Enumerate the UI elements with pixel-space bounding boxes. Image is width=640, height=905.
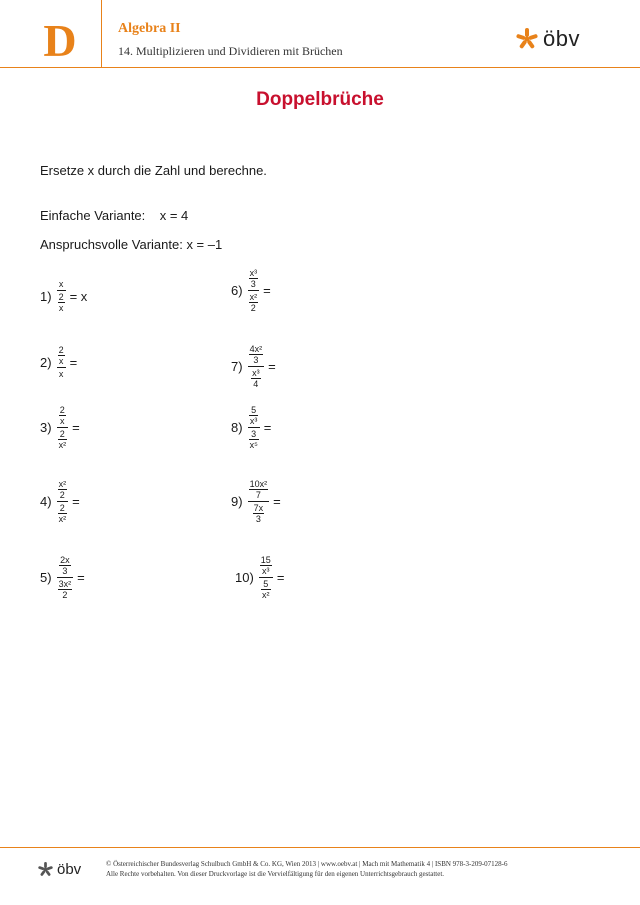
numerator-bottom: 3 bbox=[250, 279, 256, 289]
denominator-top: 3 bbox=[251, 429, 257, 439]
publisher-logo bbox=[516, 26, 580, 52]
equation-tail: = bbox=[263, 283, 271, 298]
exercise-number: 6) bbox=[231, 283, 243, 298]
exercise-5 bbox=[40, 555, 85, 600]
denominator-top: 2 bbox=[59, 429, 65, 439]
numerator-top: 15 bbox=[260, 555, 271, 565]
double-fraction bbox=[57, 555, 74, 600]
exercise-3 bbox=[40, 405, 80, 450]
denominator-fraction bbox=[57, 429, 69, 450]
exercise-number: 4) bbox=[40, 494, 52, 509]
footer-line-1: © Österreichischer Bundesverlag Schulbuch GmbH & Co. KG, Wien 2013 | www.oebv.at | Mach mit Mathematik 4 | ISBN 978-3-209-07128-6 bbox=[106, 860, 508, 868]
exercise-6 bbox=[231, 268, 271, 313]
exercise-8 bbox=[231, 405, 271, 450]
denominator-top: 2 bbox=[59, 503, 65, 513]
denominator-top: x² bbox=[249, 292, 258, 302]
equation-tail: = bbox=[263, 420, 272, 435]
denominator-bottom: x⁵ bbox=[249, 440, 258, 450]
equation-tail: = x bbox=[69, 288, 88, 304]
main-fraction-bar bbox=[259, 577, 273, 578]
numerator-fraction bbox=[58, 405, 67, 426]
main-fraction-bar bbox=[57, 367, 66, 368]
double-fraction bbox=[57, 479, 69, 524]
main-fraction-bar bbox=[248, 501, 270, 502]
exercise-4 bbox=[40, 479, 80, 524]
exercise-1 bbox=[40, 279, 87, 313]
logo-text: öbv bbox=[543, 26, 580, 51]
denominator-fraction bbox=[248, 292, 260, 313]
denominator-bottom: x² bbox=[262, 590, 270, 600]
main-fraction-bar bbox=[248, 290, 260, 291]
numerator-top: 2x bbox=[60, 555, 70, 565]
double-fraction bbox=[248, 344, 265, 389]
header-subtitle: 14. Multiplizieren und Dividieren mit Brüchen bbox=[118, 44, 343, 58]
exercise-number: 9) bbox=[231, 494, 243, 509]
numerator-bottom: 3 bbox=[62, 566, 68, 576]
numerator-top: 5 bbox=[251, 405, 257, 415]
obv-asterisk-icon bbox=[516, 28, 538, 50]
exercise-number: 1) bbox=[40, 288, 52, 304]
numerator-fraction bbox=[57, 345, 66, 366]
numerator-top: x³ bbox=[249, 268, 258, 278]
denominator-top: 7x bbox=[253, 503, 264, 513]
numerator-bottom: 2 bbox=[59, 490, 65, 500]
main-fraction-bar bbox=[57, 501, 69, 502]
double-fraction bbox=[248, 479, 270, 524]
exercise-2 bbox=[40, 345, 77, 379]
denominator-bottom: 2 bbox=[250, 303, 256, 313]
denominator-top: 3x² bbox=[58, 579, 72, 589]
denominator-top: 2 bbox=[58, 292, 64, 302]
numerator-bottom: 7 bbox=[255, 490, 261, 500]
double-fraction bbox=[259, 555, 273, 600]
denominator-top: 5 bbox=[263, 579, 269, 589]
numerator-fraction bbox=[248, 479, 270, 500]
main-fraction-bar bbox=[57, 290, 66, 291]
denominator-bottom: x bbox=[58, 303, 64, 313]
numerator-fraction bbox=[57, 479, 69, 500]
numerator-bottom: x bbox=[58, 356, 64, 366]
denominator-fraction bbox=[250, 368, 262, 389]
exercise-number: 7) bbox=[231, 359, 243, 374]
denominator: x bbox=[58, 369, 64, 379]
exercise-10 bbox=[235, 555, 284, 600]
exercise-number: 10) bbox=[235, 570, 254, 585]
main-fraction-bar bbox=[248, 427, 260, 428]
numerator: x bbox=[58, 279, 64, 289]
numerator-fraction bbox=[248, 268, 260, 289]
exercise-7 bbox=[231, 344, 276, 389]
denominator-bottom: x² bbox=[58, 514, 67, 524]
chapter-letter: D bbox=[43, 15, 77, 66]
denominator-bottom: 4 bbox=[253, 379, 259, 389]
denominator-bottom: 3 bbox=[255, 514, 261, 524]
header-divider-vertical bbox=[101, 0, 102, 67]
header-title: Algebra II bbox=[118, 21, 181, 36]
numerator-top: 10x² bbox=[249, 479, 268, 489]
equation-tail: = bbox=[72, 420, 80, 435]
equation-tail: = bbox=[72, 494, 80, 509]
numerator-top: 4x² bbox=[249, 344, 263, 354]
double-fraction bbox=[57, 345, 66, 379]
footer-logo bbox=[38, 861, 81, 878]
exercise-number: 3) bbox=[40, 420, 52, 435]
equation-tail: = bbox=[273, 494, 281, 509]
numerator-bottom: 3 bbox=[253, 355, 259, 365]
double-fraction bbox=[57, 279, 66, 313]
double-fraction bbox=[248, 268, 260, 313]
footer-divider bbox=[0, 847, 640, 848]
numerator-top: 2 bbox=[58, 345, 64, 355]
denominator-top: x³ bbox=[252, 368, 260, 378]
denominator-fraction bbox=[57, 503, 69, 524]
numerator-bottom: x³ bbox=[249, 416, 258, 426]
equation-tail: = bbox=[69, 354, 78, 370]
double-fraction bbox=[57, 405, 69, 450]
denominator-fraction bbox=[57, 292, 66, 313]
denominator-fraction bbox=[260, 579, 272, 600]
numerator-bottom: x bbox=[60, 416, 65, 426]
equation-tail: = bbox=[268, 359, 276, 374]
numerator-fraction bbox=[259, 555, 273, 576]
double-fraction bbox=[248, 405, 260, 450]
denominator-fraction bbox=[248, 429, 260, 450]
equation-tail: = bbox=[77, 570, 85, 585]
denominator-bottom: 2 bbox=[62, 590, 68, 600]
footer-line-2: Alle Rechte vorbehalten. Von dieser Druckvorlage ist die Vervielfältigung für den eigenen Unterrichtsgebrauch gestattet. bbox=[106, 870, 445, 878]
footer-logo-text: öbv bbox=[57, 861, 82, 878]
variant-hard: Anspruchsvolle Variante: x = –1 bbox=[40, 237, 223, 252]
footer-copyright bbox=[106, 859, 508, 879]
exercise-9 bbox=[231, 479, 281, 524]
numerator-fraction bbox=[58, 555, 72, 576]
main-fraction-bar bbox=[57, 427, 69, 428]
numerator-fraction bbox=[248, 405, 260, 426]
denominator-fraction bbox=[57, 579, 74, 600]
exercise-number: 8) bbox=[231, 420, 243, 435]
denominator-fraction bbox=[252, 503, 266, 524]
numerator-top: 2 bbox=[59, 405, 65, 415]
main-fraction-bar bbox=[57, 577, 74, 578]
main-fraction-bar bbox=[248, 366, 265, 367]
exercise-number: 2) bbox=[40, 354, 52, 370]
numerator-bottom: x³ bbox=[262, 566, 270, 576]
obv-asterisk-icon bbox=[38, 862, 53, 877]
variant-simple: Einfache Variante: x = 4 bbox=[40, 208, 189, 223]
numerator-top: x² bbox=[58, 479, 67, 489]
header-divider-horizontal bbox=[0, 67, 640, 68]
page-title: Doppelbrüche bbox=[256, 89, 384, 110]
denominator-bottom: x² bbox=[58, 440, 67, 450]
instruction-text: Ersetze x durch die Zahl und berechne. bbox=[40, 163, 267, 178]
equation-tail: = bbox=[276, 570, 285, 585]
exercise-number: 5) bbox=[40, 570, 52, 585]
numerator-fraction bbox=[248, 344, 265, 365]
